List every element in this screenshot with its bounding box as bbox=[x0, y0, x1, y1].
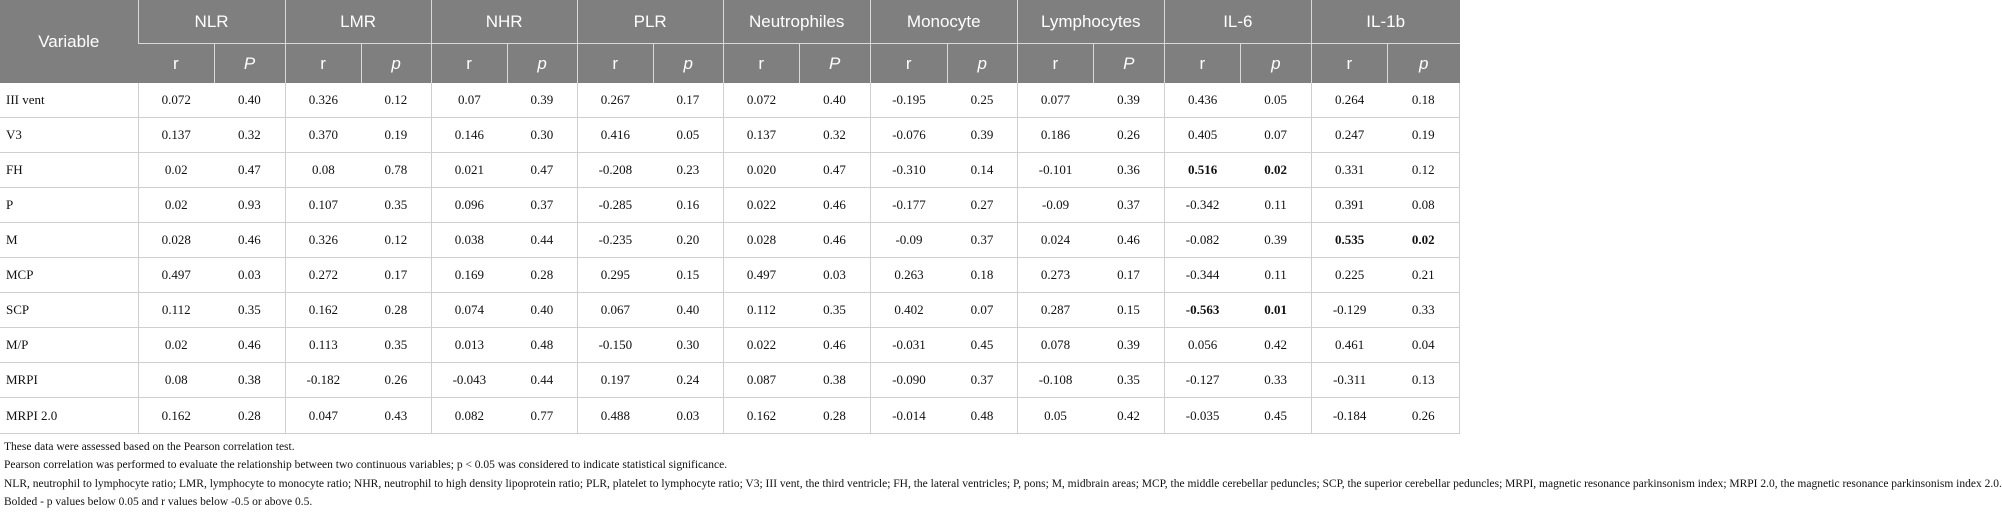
footnote-line: These data were assessed based on the Pearson correlation test. bbox=[4, 441, 295, 453]
p-value-cell: 0.18 bbox=[947, 258, 1017, 293]
p-value-cell: 0.44 bbox=[507, 223, 577, 258]
r-value-cell: 0.028 bbox=[138, 223, 214, 258]
p-value-cell: 0.42 bbox=[1240, 328, 1311, 363]
r-value-cell: 0.072 bbox=[138, 83, 214, 118]
p-value-cell: 0.28 bbox=[361, 293, 431, 328]
r-value-cell: 0.497 bbox=[723, 258, 799, 293]
r-value-cell: -0.108 bbox=[1017, 363, 1093, 398]
row-variable-label: V3 bbox=[0, 118, 138, 153]
r-value-cell: 0.370 bbox=[285, 118, 361, 153]
r-value-cell: 0.326 bbox=[285, 223, 361, 258]
p-value-cell: 0.46 bbox=[799, 328, 870, 363]
p-value-cell: 0.46 bbox=[1093, 223, 1164, 258]
r-value-cell: 0.072 bbox=[723, 83, 799, 118]
p-value-cell: 0.15 bbox=[653, 258, 723, 293]
p-value-cell: 0.03 bbox=[799, 258, 870, 293]
r-value-cell: -0.563 bbox=[1164, 293, 1240, 328]
p-subheader: p bbox=[1240, 44, 1311, 84]
p-value-cell: 0.40 bbox=[214, 83, 285, 118]
r-value-cell: 0.096 bbox=[431, 188, 507, 223]
r-value-cell: 0.038 bbox=[431, 223, 507, 258]
r-value-cell: 0.077 bbox=[1017, 83, 1093, 118]
r-value-cell: -0.184 bbox=[1311, 398, 1387, 434]
p-value-cell: 0.17 bbox=[653, 83, 723, 118]
p-value-cell: 0.35 bbox=[1093, 363, 1164, 398]
p-value-cell: 0.02 bbox=[1240, 153, 1311, 188]
p-value-cell: 0.39 bbox=[947, 118, 1017, 153]
p-value-cell: 0.35 bbox=[214, 293, 285, 328]
group-header-plr: PLR bbox=[577, 0, 723, 44]
r-value-cell: 0.021 bbox=[431, 153, 507, 188]
p-value-cell: 0.28 bbox=[507, 258, 577, 293]
r-value-cell: -0.090 bbox=[870, 363, 947, 398]
r-value-cell: 0.08 bbox=[285, 153, 361, 188]
p-value-cell: 0.39 bbox=[1093, 83, 1164, 118]
p-value-cell: 0.28 bbox=[799, 398, 870, 434]
r-value-cell: 0.078 bbox=[1017, 328, 1093, 363]
r-value-cell: 0.022 bbox=[723, 328, 799, 363]
r-value-cell: 0.146 bbox=[431, 118, 507, 153]
p-value-cell: 0.47 bbox=[799, 153, 870, 188]
r-value-cell: 0.263 bbox=[870, 258, 947, 293]
r-value-cell: 0.267 bbox=[577, 83, 653, 118]
p-value-cell: 0.04 bbox=[1387, 328, 1459, 363]
r-value-cell: 0.405 bbox=[1164, 118, 1240, 153]
p-value-cell: 0.48 bbox=[507, 328, 577, 363]
p-value-cell: 0.08 bbox=[1387, 188, 1459, 223]
p-value-cell: 0.45 bbox=[947, 328, 1017, 363]
r-value-cell: 0.02 bbox=[138, 328, 214, 363]
r-value-cell: 0.186 bbox=[1017, 118, 1093, 153]
group-header-nlr: NLR bbox=[138, 0, 285, 44]
r-value-cell: 0.07 bbox=[431, 83, 507, 118]
r-subheader: r bbox=[1017, 44, 1093, 84]
group-header-lymphocytes: Lymphocytes bbox=[1017, 0, 1164, 44]
r-value-cell: 0.326 bbox=[285, 83, 361, 118]
p-subheader: P bbox=[214, 44, 285, 84]
table-row bbox=[0, 363, 1460, 398]
p-value-cell: 0.40 bbox=[799, 83, 870, 118]
p-value-cell: 0.93 bbox=[214, 188, 285, 223]
r-value-cell: 0.197 bbox=[577, 363, 653, 398]
p-value-cell: 0.78 bbox=[361, 153, 431, 188]
r-value-cell: -0.285 bbox=[577, 188, 653, 223]
p-value-cell: 0.42 bbox=[1093, 398, 1164, 434]
group-header-monocyte: Monocyte bbox=[870, 0, 1017, 44]
group-header-lmr: LMR bbox=[285, 0, 431, 44]
p-value-cell: 0.38 bbox=[214, 363, 285, 398]
p-value-cell: 0.05 bbox=[653, 118, 723, 153]
variable-column-header: Variable bbox=[0, 0, 138, 83]
p-value-cell: 0.27 bbox=[947, 188, 1017, 223]
r-value-cell: 0.056 bbox=[1164, 328, 1240, 363]
r-value-cell: -0.101 bbox=[1017, 153, 1093, 188]
p-value-cell: 0.07 bbox=[947, 293, 1017, 328]
p-subheader: p bbox=[653, 44, 723, 84]
r-value-cell: 0.02 bbox=[138, 153, 214, 188]
r-value-cell: 0.087 bbox=[723, 363, 799, 398]
p-value-cell: 0.21 bbox=[1387, 258, 1459, 293]
p-value-cell: 0.20 bbox=[653, 223, 723, 258]
r-value-cell: 0.082 bbox=[431, 398, 507, 434]
r-value-cell: -0.076 bbox=[870, 118, 947, 153]
r-subheader: r bbox=[431, 44, 507, 84]
r-value-cell: 0.264 bbox=[1311, 83, 1387, 118]
r-subheader: r bbox=[577, 44, 653, 84]
table-body bbox=[0, 83, 1460, 434]
p-value-cell: 0.12 bbox=[361, 83, 431, 118]
group-header-il-6: IL-6 bbox=[1164, 0, 1311, 44]
p-value-cell: 0.32 bbox=[214, 118, 285, 153]
r-value-cell: 0.436 bbox=[1164, 83, 1240, 118]
r-value-cell: -0.235 bbox=[577, 223, 653, 258]
r-value-cell: 0.02 bbox=[138, 188, 214, 223]
p-value-cell: 0.35 bbox=[361, 328, 431, 363]
p-value-cell: 0.47 bbox=[214, 153, 285, 188]
r-value-cell: 0.516 bbox=[1164, 153, 1240, 188]
r-value-cell: 0.112 bbox=[723, 293, 799, 328]
p-value-cell: 0.30 bbox=[507, 118, 577, 153]
r-value-cell: 0.107 bbox=[285, 188, 361, 223]
row-variable-label: MRPI bbox=[0, 363, 138, 398]
p-value-cell: 0.45 bbox=[1240, 398, 1311, 434]
r-value-cell: -0.182 bbox=[285, 363, 361, 398]
table-row bbox=[0, 258, 1460, 293]
p-value-cell: 0.40 bbox=[653, 293, 723, 328]
r-value-cell: 0.497 bbox=[138, 258, 214, 293]
p-value-cell: 0.02 bbox=[1387, 223, 1459, 258]
row-variable-label: M/P bbox=[0, 328, 138, 363]
p-subheader: p bbox=[361, 44, 431, 84]
r-value-cell: 0.113 bbox=[285, 328, 361, 363]
r-value-cell: -0.031 bbox=[870, 328, 947, 363]
r-value-cell: 0.028 bbox=[723, 223, 799, 258]
table-header bbox=[0, 0, 1460, 83]
p-value-cell: 0.37 bbox=[947, 223, 1017, 258]
p-value-cell: 0.47 bbox=[507, 153, 577, 188]
p-value-cell: 0.16 bbox=[653, 188, 723, 223]
r-value-cell: -0.043 bbox=[431, 363, 507, 398]
r-value-cell: 0.08 bbox=[138, 363, 214, 398]
p-value-cell: 0.44 bbox=[507, 363, 577, 398]
group-header-il-1b: IL-1b bbox=[1311, 0, 1459, 44]
p-value-cell: 0.01 bbox=[1240, 293, 1311, 328]
p-value-cell: 0.33 bbox=[1240, 363, 1311, 398]
r-value-cell: -0.09 bbox=[870, 223, 947, 258]
p-value-cell: 0.38 bbox=[799, 363, 870, 398]
table-row bbox=[0, 153, 1460, 188]
r-subheader: r bbox=[1164, 44, 1240, 84]
r-subheader: r bbox=[285, 44, 361, 84]
r-value-cell: 0.488 bbox=[577, 398, 653, 434]
p-value-cell: 0.37 bbox=[507, 188, 577, 223]
p-value-cell: 0.35 bbox=[361, 188, 431, 223]
row-variable-label: FH bbox=[0, 153, 138, 188]
r-subheader: r bbox=[723, 44, 799, 84]
p-value-cell: 0.46 bbox=[214, 328, 285, 363]
r-value-cell: 0.162 bbox=[723, 398, 799, 434]
p-value-cell: 0.18 bbox=[1387, 83, 1459, 118]
p-value-cell: 0.23 bbox=[653, 153, 723, 188]
p-value-cell: 0.26 bbox=[361, 363, 431, 398]
p-value-cell: 0.14 bbox=[947, 153, 1017, 188]
r-value-cell: 0.112 bbox=[138, 293, 214, 328]
r-value-cell: 0.137 bbox=[723, 118, 799, 153]
r-value-cell: 0.295 bbox=[577, 258, 653, 293]
row-variable-label: P bbox=[0, 188, 138, 223]
r-value-cell: 0.331 bbox=[1311, 153, 1387, 188]
r-value-cell: -0.342 bbox=[1164, 188, 1240, 223]
p-value-cell: 0.39 bbox=[507, 83, 577, 118]
r-value-cell: -0.195 bbox=[870, 83, 947, 118]
r-value-cell: -0.127 bbox=[1164, 363, 1240, 398]
p-value-cell: 0.37 bbox=[1093, 188, 1164, 223]
group-header-neutrophiles: Neutrophiles bbox=[723, 0, 870, 44]
p-value-cell: 0.12 bbox=[1387, 153, 1459, 188]
p-value-cell: 0.40 bbox=[507, 293, 577, 328]
table-row bbox=[0, 118, 1460, 153]
p-subheader: p bbox=[507, 44, 577, 84]
p-value-cell: 0.15 bbox=[1093, 293, 1164, 328]
table-row bbox=[0, 188, 1460, 223]
p-value-cell: 0.26 bbox=[1387, 398, 1459, 434]
r-value-cell: -0.09 bbox=[1017, 188, 1093, 223]
r-value-cell: -0.129 bbox=[1311, 293, 1387, 328]
r-value-cell: 0.461 bbox=[1311, 328, 1387, 363]
table-row bbox=[0, 398, 1460, 434]
p-value-cell: 0.35 bbox=[799, 293, 870, 328]
r-value-cell: 0.225 bbox=[1311, 258, 1387, 293]
p-value-cell: 0.37 bbox=[947, 363, 1017, 398]
table-footnotes bbox=[0, 434, 2002, 512]
p-value-cell: 0.24 bbox=[653, 363, 723, 398]
table-row bbox=[0, 83, 1460, 118]
r-value-cell: 0.024 bbox=[1017, 223, 1093, 258]
r-value-cell: 0.402 bbox=[870, 293, 947, 328]
row-variable-label: MRPI 2.0 bbox=[0, 398, 138, 434]
p-value-cell: 0.39 bbox=[1093, 328, 1164, 363]
p-value-cell: 0.43 bbox=[361, 398, 431, 434]
r-value-cell: 0.137 bbox=[138, 118, 214, 153]
p-value-cell: 0.12 bbox=[361, 223, 431, 258]
table-row bbox=[0, 328, 1460, 363]
p-subheader: P bbox=[799, 44, 870, 84]
p-value-cell: 0.11 bbox=[1240, 258, 1311, 293]
r-value-cell: -0.310 bbox=[870, 153, 947, 188]
r-value-cell: -0.082 bbox=[1164, 223, 1240, 258]
row-variable-label: MCP bbox=[0, 258, 138, 293]
p-value-cell: 0.03 bbox=[653, 398, 723, 434]
p-value-cell: 0.26 bbox=[1093, 118, 1164, 153]
row-variable-label: III vent bbox=[0, 83, 138, 118]
p-value-cell: 0.17 bbox=[1093, 258, 1164, 293]
p-value-cell: 0.32 bbox=[799, 118, 870, 153]
r-value-cell: 0.013 bbox=[431, 328, 507, 363]
p-value-cell: 0.46 bbox=[214, 223, 285, 258]
p-value-cell: 0.28 bbox=[214, 398, 285, 434]
row-variable-label: SCP bbox=[0, 293, 138, 328]
p-value-cell: 0.11 bbox=[1240, 188, 1311, 223]
r-value-cell: 0.162 bbox=[285, 293, 361, 328]
p-value-cell: 0.19 bbox=[1387, 118, 1459, 153]
r-value-cell: 0.074 bbox=[431, 293, 507, 328]
p-value-cell: 0.25 bbox=[947, 83, 1017, 118]
r-value-cell: 0.273 bbox=[1017, 258, 1093, 293]
p-value-cell: 0.07 bbox=[1240, 118, 1311, 153]
r-subheader: r bbox=[138, 44, 214, 84]
r-subheader: r bbox=[1311, 44, 1387, 84]
r-value-cell: 0.047 bbox=[285, 398, 361, 434]
r-value-cell: 0.416 bbox=[577, 118, 653, 153]
p-subheader: p bbox=[1387, 44, 1459, 84]
r-value-cell: 0.247 bbox=[1311, 118, 1387, 153]
p-value-cell: 0.05 bbox=[1240, 83, 1311, 118]
r-subheader: r bbox=[870, 44, 947, 84]
row-variable-label: M bbox=[0, 223, 138, 258]
r-value-cell: 0.067 bbox=[577, 293, 653, 328]
table-row bbox=[0, 223, 1460, 258]
p-value-cell: 0.77 bbox=[507, 398, 577, 434]
r-value-cell: 0.535 bbox=[1311, 223, 1387, 258]
r-value-cell: 0.05 bbox=[1017, 398, 1093, 434]
p-value-cell: 0.33 bbox=[1387, 293, 1459, 328]
r-value-cell: 0.169 bbox=[431, 258, 507, 293]
r-value-cell: -0.177 bbox=[870, 188, 947, 223]
p-value-cell: 0.03 bbox=[214, 258, 285, 293]
table-row bbox=[0, 293, 1460, 328]
r-value-cell: 0.391 bbox=[1311, 188, 1387, 223]
p-value-cell: 0.13 bbox=[1387, 363, 1459, 398]
p-value-cell: 0.46 bbox=[799, 188, 870, 223]
r-value-cell: -0.150 bbox=[577, 328, 653, 363]
r-value-cell: 0.272 bbox=[285, 258, 361, 293]
p-value-cell: 0.48 bbox=[947, 398, 1017, 434]
r-value-cell: 0.022 bbox=[723, 188, 799, 223]
r-value-cell: -0.014 bbox=[870, 398, 947, 434]
r-value-cell: -0.035 bbox=[1164, 398, 1240, 434]
p-value-cell: 0.39 bbox=[1240, 223, 1311, 258]
group-header-nhr: NHR bbox=[431, 0, 577, 44]
r-value-cell: 0.020 bbox=[723, 153, 799, 188]
r-value-cell: -0.344 bbox=[1164, 258, 1240, 293]
r-value-cell: 0.162 bbox=[138, 398, 214, 434]
footnote-line: Pearson correlation was performed to evaluate the relationship between two continuous variables; p < 0.05 was considered to indicate statistical significance. bbox=[4, 459, 728, 472]
r-value-cell: -0.311 bbox=[1311, 363, 1387, 398]
footnote-line: Bolded - p values below 0.05 and r values below -0.5 or above 0.5. bbox=[4, 496, 313, 509]
p-subheader: p bbox=[947, 44, 1017, 84]
r-value-cell: 0.287 bbox=[1017, 293, 1093, 328]
footnote-line: NLR, neutrophil to lymphocyte ratio; LMR, lymphocyte to monocyte ratio; NHR, neutrophil to high density lipoprotein ratio; PLR, platelet to lymphocyte ratio; V3; III vent, the third ventricle; FH, the lateral ventricles; P, pons; M, midbrain areas; MCP, the middle cerebellar peduncles; SCP, the superior cerebellar peduncles; MRPI, magnetic resonance parkinsonism index; MRPI 2.0, the magnetic resonance parkinsonism index 2.0. bbox=[4, 477, 2002, 490]
p-value-cell: 0.19 bbox=[361, 118, 431, 153]
p-value-cell: 0.46 bbox=[799, 223, 870, 258]
p-value-cell: 0.30 bbox=[653, 328, 723, 363]
p-value-cell: 0.36 bbox=[1093, 153, 1164, 188]
p-subheader: P bbox=[1093, 44, 1164, 84]
p-value-cell: 0.17 bbox=[361, 258, 431, 293]
r-value-cell: -0.208 bbox=[577, 153, 653, 188]
